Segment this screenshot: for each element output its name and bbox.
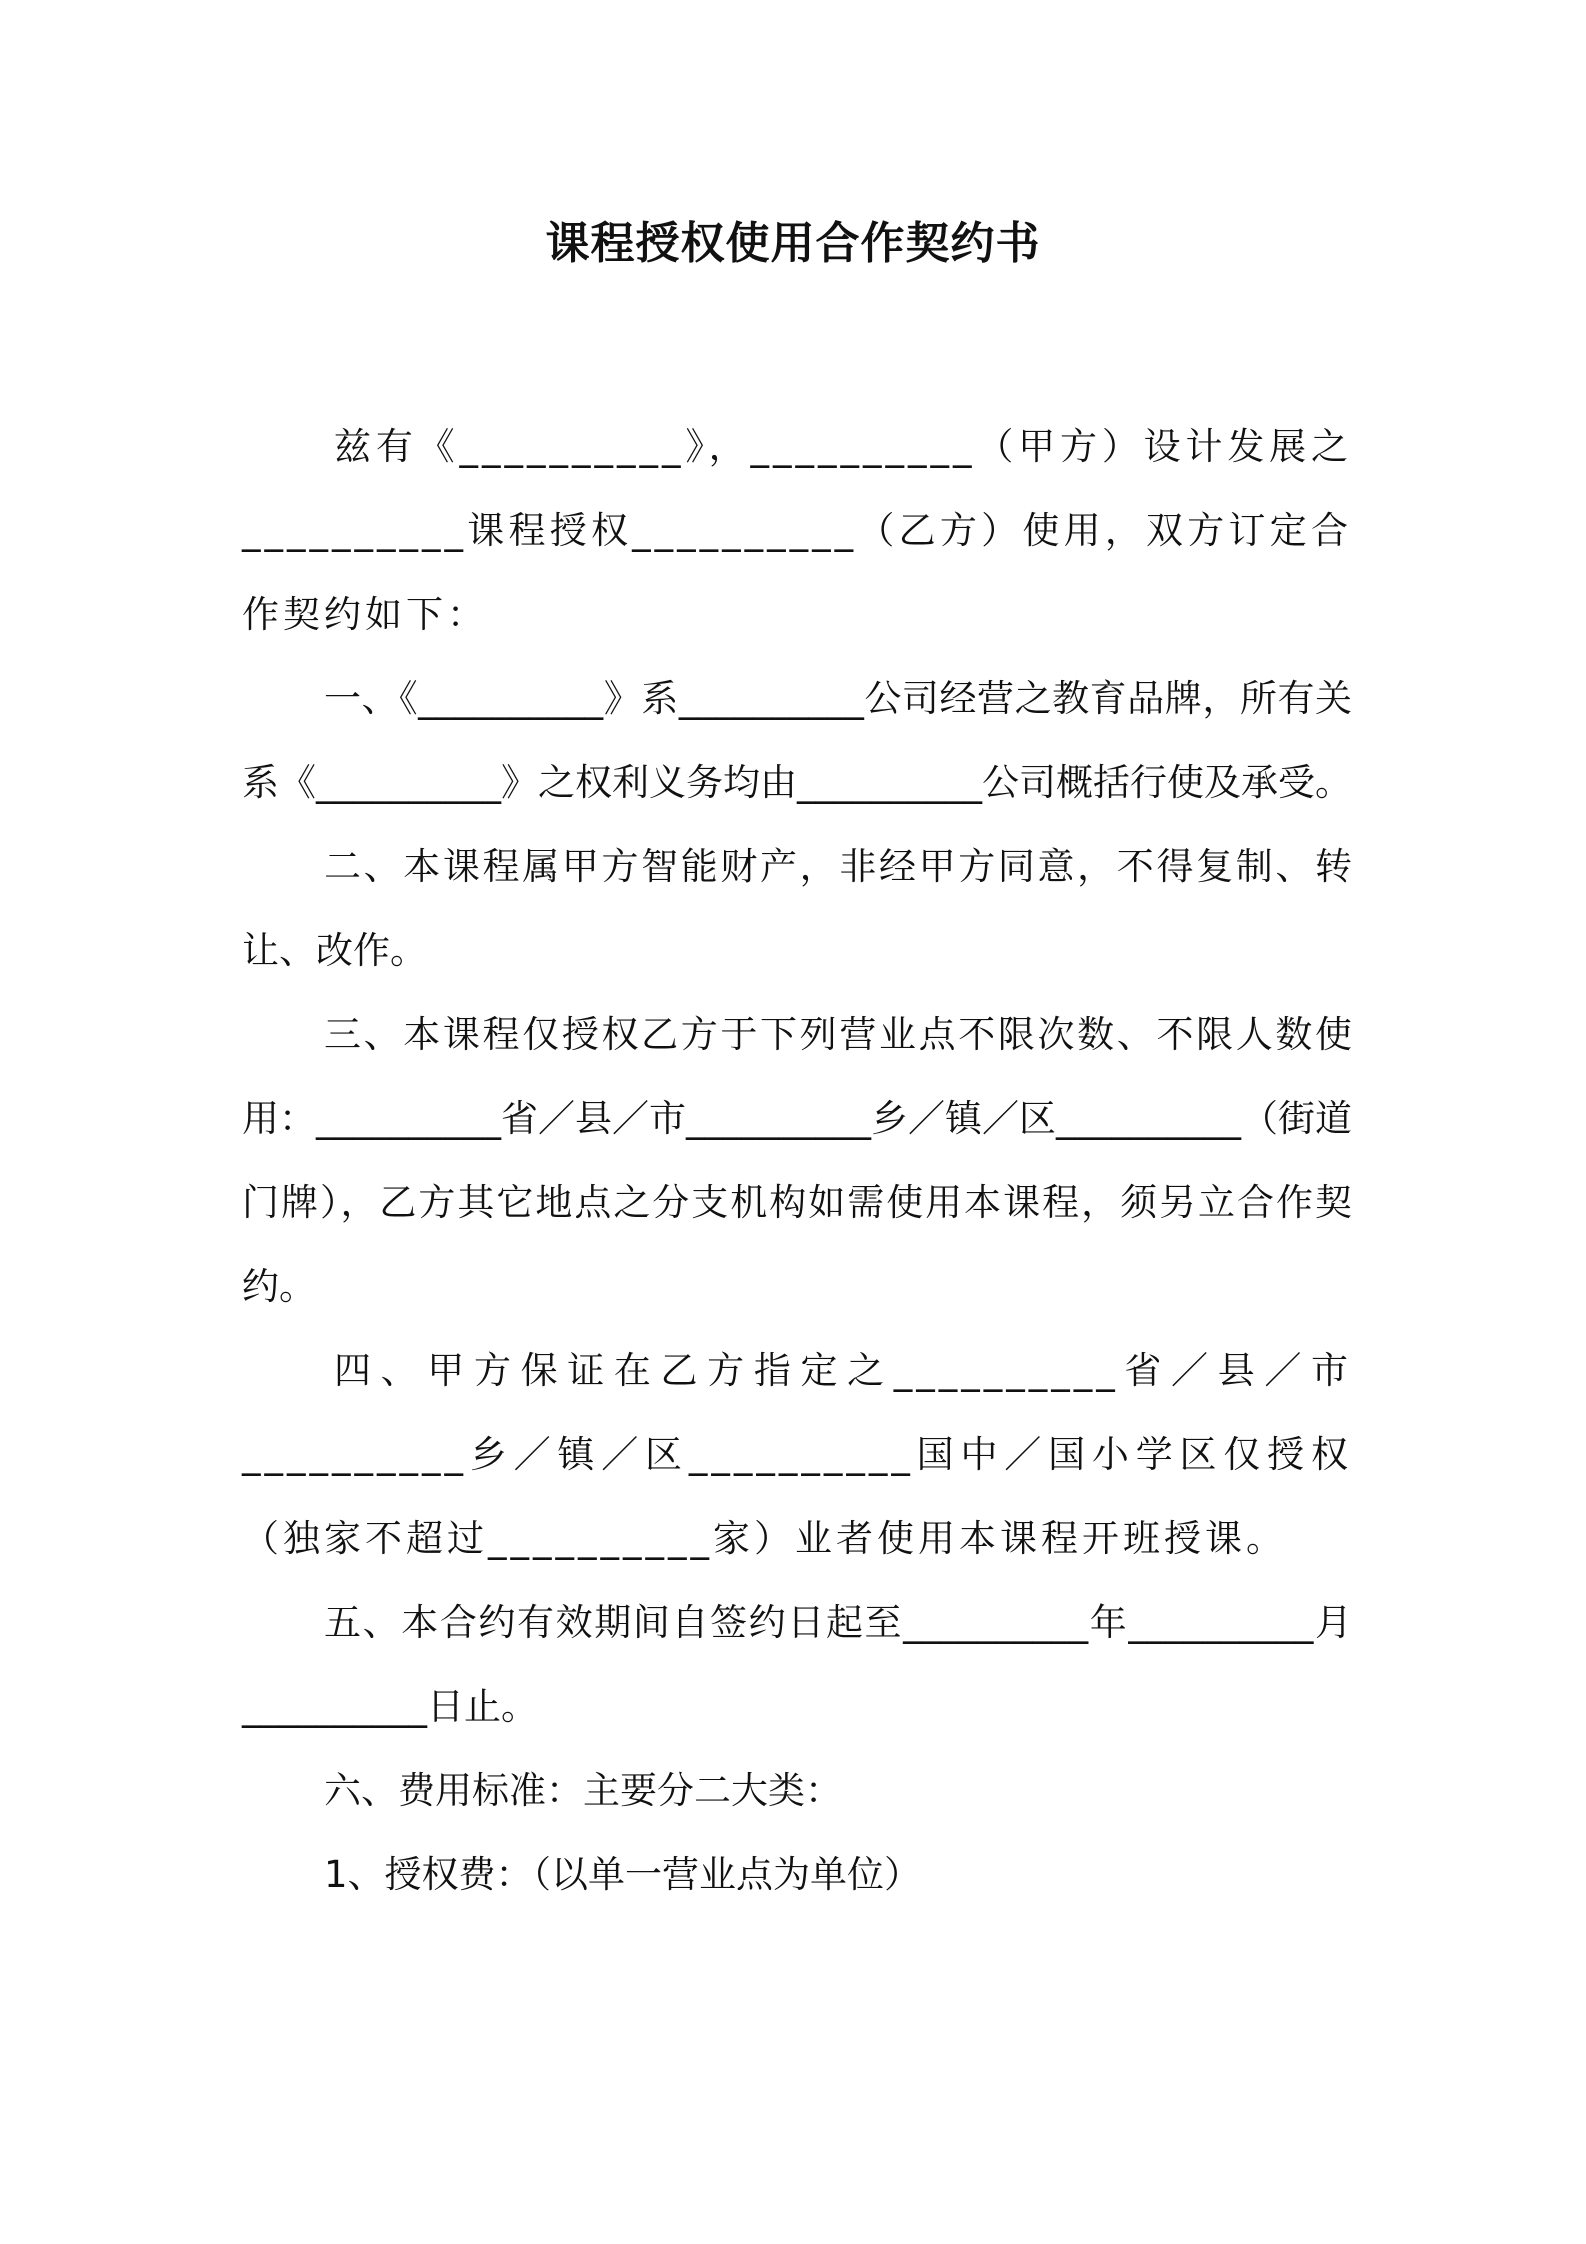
paragraph-clause-1: 一、《__________》系__________公司经营之教育品牌，所有关系《__________》之权利义务均由__________公司概括行使及承受。 bbox=[242, 677, 1352, 804]
paragraph-intro: 兹有《__________》，__________（甲方）设计发展之__________课程授权__________（乙方）使用，双方订定合作契约如下： bbox=[242, 425, 1352, 636]
document-title: 课程授权使用合作契约书 bbox=[545, 218, 1041, 269]
paragraph-clause-6: 六、费用标准：主要分二大类： bbox=[324, 1769, 842, 1812]
paragraph-clause-4: 四、甲方保证在乙方指定之__________省／县／市__________乡／镇／区__________国中／国小学区仅授权（独家不超过__________家）业者使用本课程开班授课。 bbox=[242, 1349, 1352, 1560]
paragraph-clause-3: 三、本课程仅授权乙方于下列营业点不限次数、不限人数使用：__________省／县／市__________乡／镇／区__________（街道门牌），乙方其它地点之分支机构如需使用本课程，须另立合作契约。 bbox=[242, 1013, 1352, 1308]
paragraph-clause-5: 五、本合约有效期间自签约日起至__________年__________月__________日止。 bbox=[242, 1601, 1352, 1728]
paragraph-item-1: 1、授权费：（以单一营业点为单位） bbox=[324, 1853, 922, 1896]
paragraph-clause-2: 二、本课程属甲方智能财产，非经甲方同意，不得复制、转让、改作。 bbox=[242, 845, 1352, 972]
document-body bbox=[242, 405, 1352, 1917]
